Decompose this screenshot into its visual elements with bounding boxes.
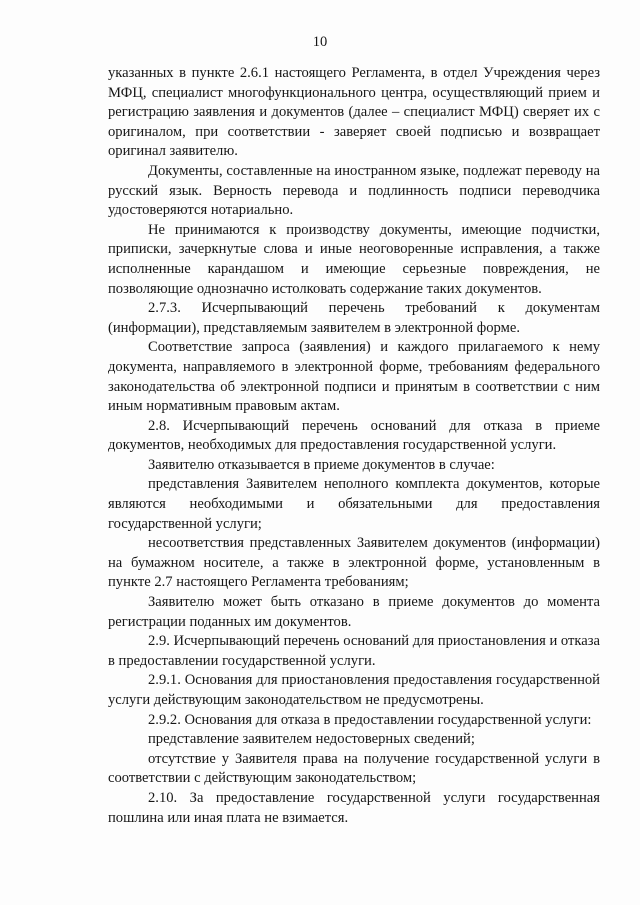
paragraph-nonconformity: несоответствия представленных Заявителем документов (информации) на бумажном носителе, а также в электронной форме, установленным в пункте 2.7 настоящего Регламента требованиям; bbox=[108, 535, 600, 591]
paragraph-2-8: 2.8. Исчерпывающий перечень оснований для отказа в приеме документов, необходимых для предоставления государственной услуги. bbox=[108, 417, 600, 454]
paragraph-2-9: 2.9. Исчерпывающий перечень оснований для приостановления и отказа в предоставлении государственной услуги. bbox=[108, 633, 600, 669]
paragraph-2-9-1: 2.9.1. Основания для приостановления предоставления государственной услуги действующим законодательством не предусмотрены. bbox=[108, 672, 600, 708]
page-number: 10 bbox=[312, 34, 328, 50]
paragraph-incomplete-set: представления Заявителем неполного комплекта документов, которые являются необходимыми и обязательными для предоставления государственной услуги; bbox=[108, 476, 600, 532]
paragraph-2-10: 2.10. За предоставление государственной услуги государственная пошлина или иная плата не взимается. bbox=[108, 789, 600, 826]
paragraph-no-right: отсутствие у Заявителя права на получение государственной услуги в соответствии с действующим законодательством; bbox=[108, 750, 600, 787]
paragraph-false-information: представление заявителем недостоверных сведений; bbox=[148, 731, 475, 748]
paragraph-2-9-2: 2.9.2. Основания для отказа в предоставлении государственной услуги: bbox=[148, 711, 592, 728]
document-body bbox=[108, 64, 600, 828]
paragraph-continuation: указанных в пункте 2.6.1 настоящего Регламента, в отдел Учреждения через МФЦ, специалист многофункционального центра, осуществляющий прием и регистрацию заявления и документов (далее – специалист МФЦ) сверяет их с оригиналом, при соответствии - заверяет своей подписью и возвращает оригинал заявителю. bbox=[108, 65, 600, 160]
paragraph-not-accepted-documents: Не принимаются к производству документы, имеющие подчистки, приписки, зачеркнутые слова и иные неоговоренные исправления, а также исполненные карандашом и имеющие серьезные повреждения, не позволяющие однозначно истолковать содержание таких документов. bbox=[108, 221, 600, 297]
paragraph-foreign-documents: Документы, составленные на иностранном языке, подлежат переводу на русский язык. Верность перевода и подлинность подписи переводчика удостоверяются нотариально. bbox=[108, 162, 600, 219]
paragraph-refusal-before-registration: Заявителю может быть отказано в приеме документов до момента регистрации поданных им документов. bbox=[108, 594, 600, 630]
paragraph-refusal-intro: Заявителю отказывается в приеме документов в случае: bbox=[148, 456, 495, 473]
paragraph-electronic-compliance: Соответствие запроса (заявления) и каждого прилагаемого к нему документа, направляемого в электронной форме, требованиям федерального законодательства об электронной подписи и принятым в соответствии с ним иным нормативным правовым актам. bbox=[108, 339, 600, 415]
paragraph-2-7-3: 2.7.3. Исчерпывающий перечень требований к документам (информации), представляемым заявителем в электронной форме. bbox=[108, 300, 600, 336]
